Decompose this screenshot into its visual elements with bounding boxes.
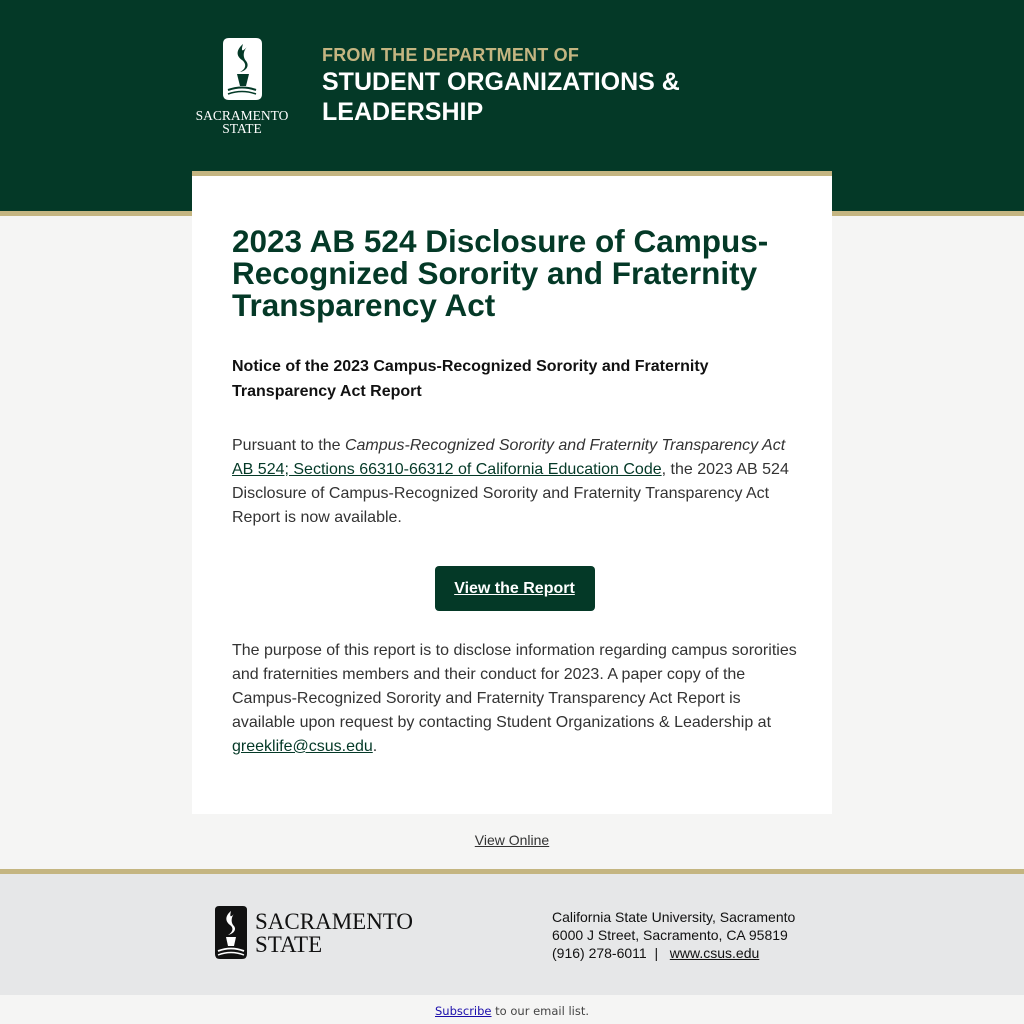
act-name: Campus-Recognized Sorority and Fraternity Transparency Act [344, 437, 786, 454]
card-body [232, 225, 797, 759]
svg-text:STATE: STATE [222, 121, 262, 136]
page-title: 2023 AB 524 Disclosure of Campus-Recognized Sorority and Fraternity Transparency Act [232, 223, 769, 323]
intro-suffix: , the 2023 AB 524 Disclosure of Campus-Recognized Sorority and Fraternity Transparency Act Report is now available. [232, 461, 789, 526]
department-kicker: FROM THE DEPARTMENT OF [322, 45, 580, 65]
intro-prefix: Pursuant to the [232, 437, 345, 454]
website-link[interactable]: www.csus.edu [669, 945, 760, 961]
footer-contact [552, 908, 795, 962]
card-gold-rule [192, 171, 832, 176]
svg-text:STATE: STATE [255, 932, 323, 957]
subscribe-text: to our email list. [491, 1004, 589, 1018]
torch-icon [194, 36, 290, 136]
content-card [192, 171, 832, 814]
footer-logo [213, 904, 413, 964]
header-text [322, 44, 822, 127]
view-report-button[interactable]: View the Report [435, 566, 595, 611]
footer-phone-row [552, 944, 795, 962]
purpose-paragraph [232, 639, 797, 759]
svg-text:SACRAMENTO: SACRAMENTO [255, 909, 413, 934]
footer-torch-icon [213, 904, 413, 964]
view-online-link[interactable]: View Online [474, 832, 550, 848]
header [192, 0, 832, 171]
svg-text:SACRAMENTO: SACRAMENTO [195, 108, 289, 123]
footer-phone: (916) 278-6011 [552, 945, 647, 961]
purpose-text: The purpose of this report is to disclose information regarding campus sororities and fraternities members and their conduct for 2023. A paper copy of the Campus-Recognized Sorority and Fraternity Transparency Act Report is available upon request by contacting Student Organizations & Leadership at [232, 642, 797, 731]
footer-separator: | [654, 945, 659, 961]
purpose-end: . [372, 738, 378, 755]
subscribe-row [0, 1004, 1024, 1018]
footer-address: 6000 J Street, Sacramento, CA 95819 [552, 927, 788, 943]
email-link[interactable]: greeklife@csus.edu [232, 738, 373, 755]
footer [0, 874, 1024, 995]
sacramento-state-logo [194, 36, 290, 136]
cta-wrap [232, 566, 797, 611]
intro-paragraph [232, 434, 797, 530]
notice-subtitle: Notice of the 2023 Campus-Recognized Sorority and Fraternity Transparency Act Report [232, 358, 709, 400]
education-code-link[interactable]: AB 524; Sections 66310-66312 of California Education Code [232, 461, 662, 478]
subscribe-link[interactable]: Subscribe [435, 1004, 492, 1018]
footer-org: California State University, Sacramento [552, 909, 796, 925]
view-online-row [0, 832, 1024, 848]
department-name: STUDENT ORGANIZATIONS & LEADERSHIP [322, 68, 680, 126]
